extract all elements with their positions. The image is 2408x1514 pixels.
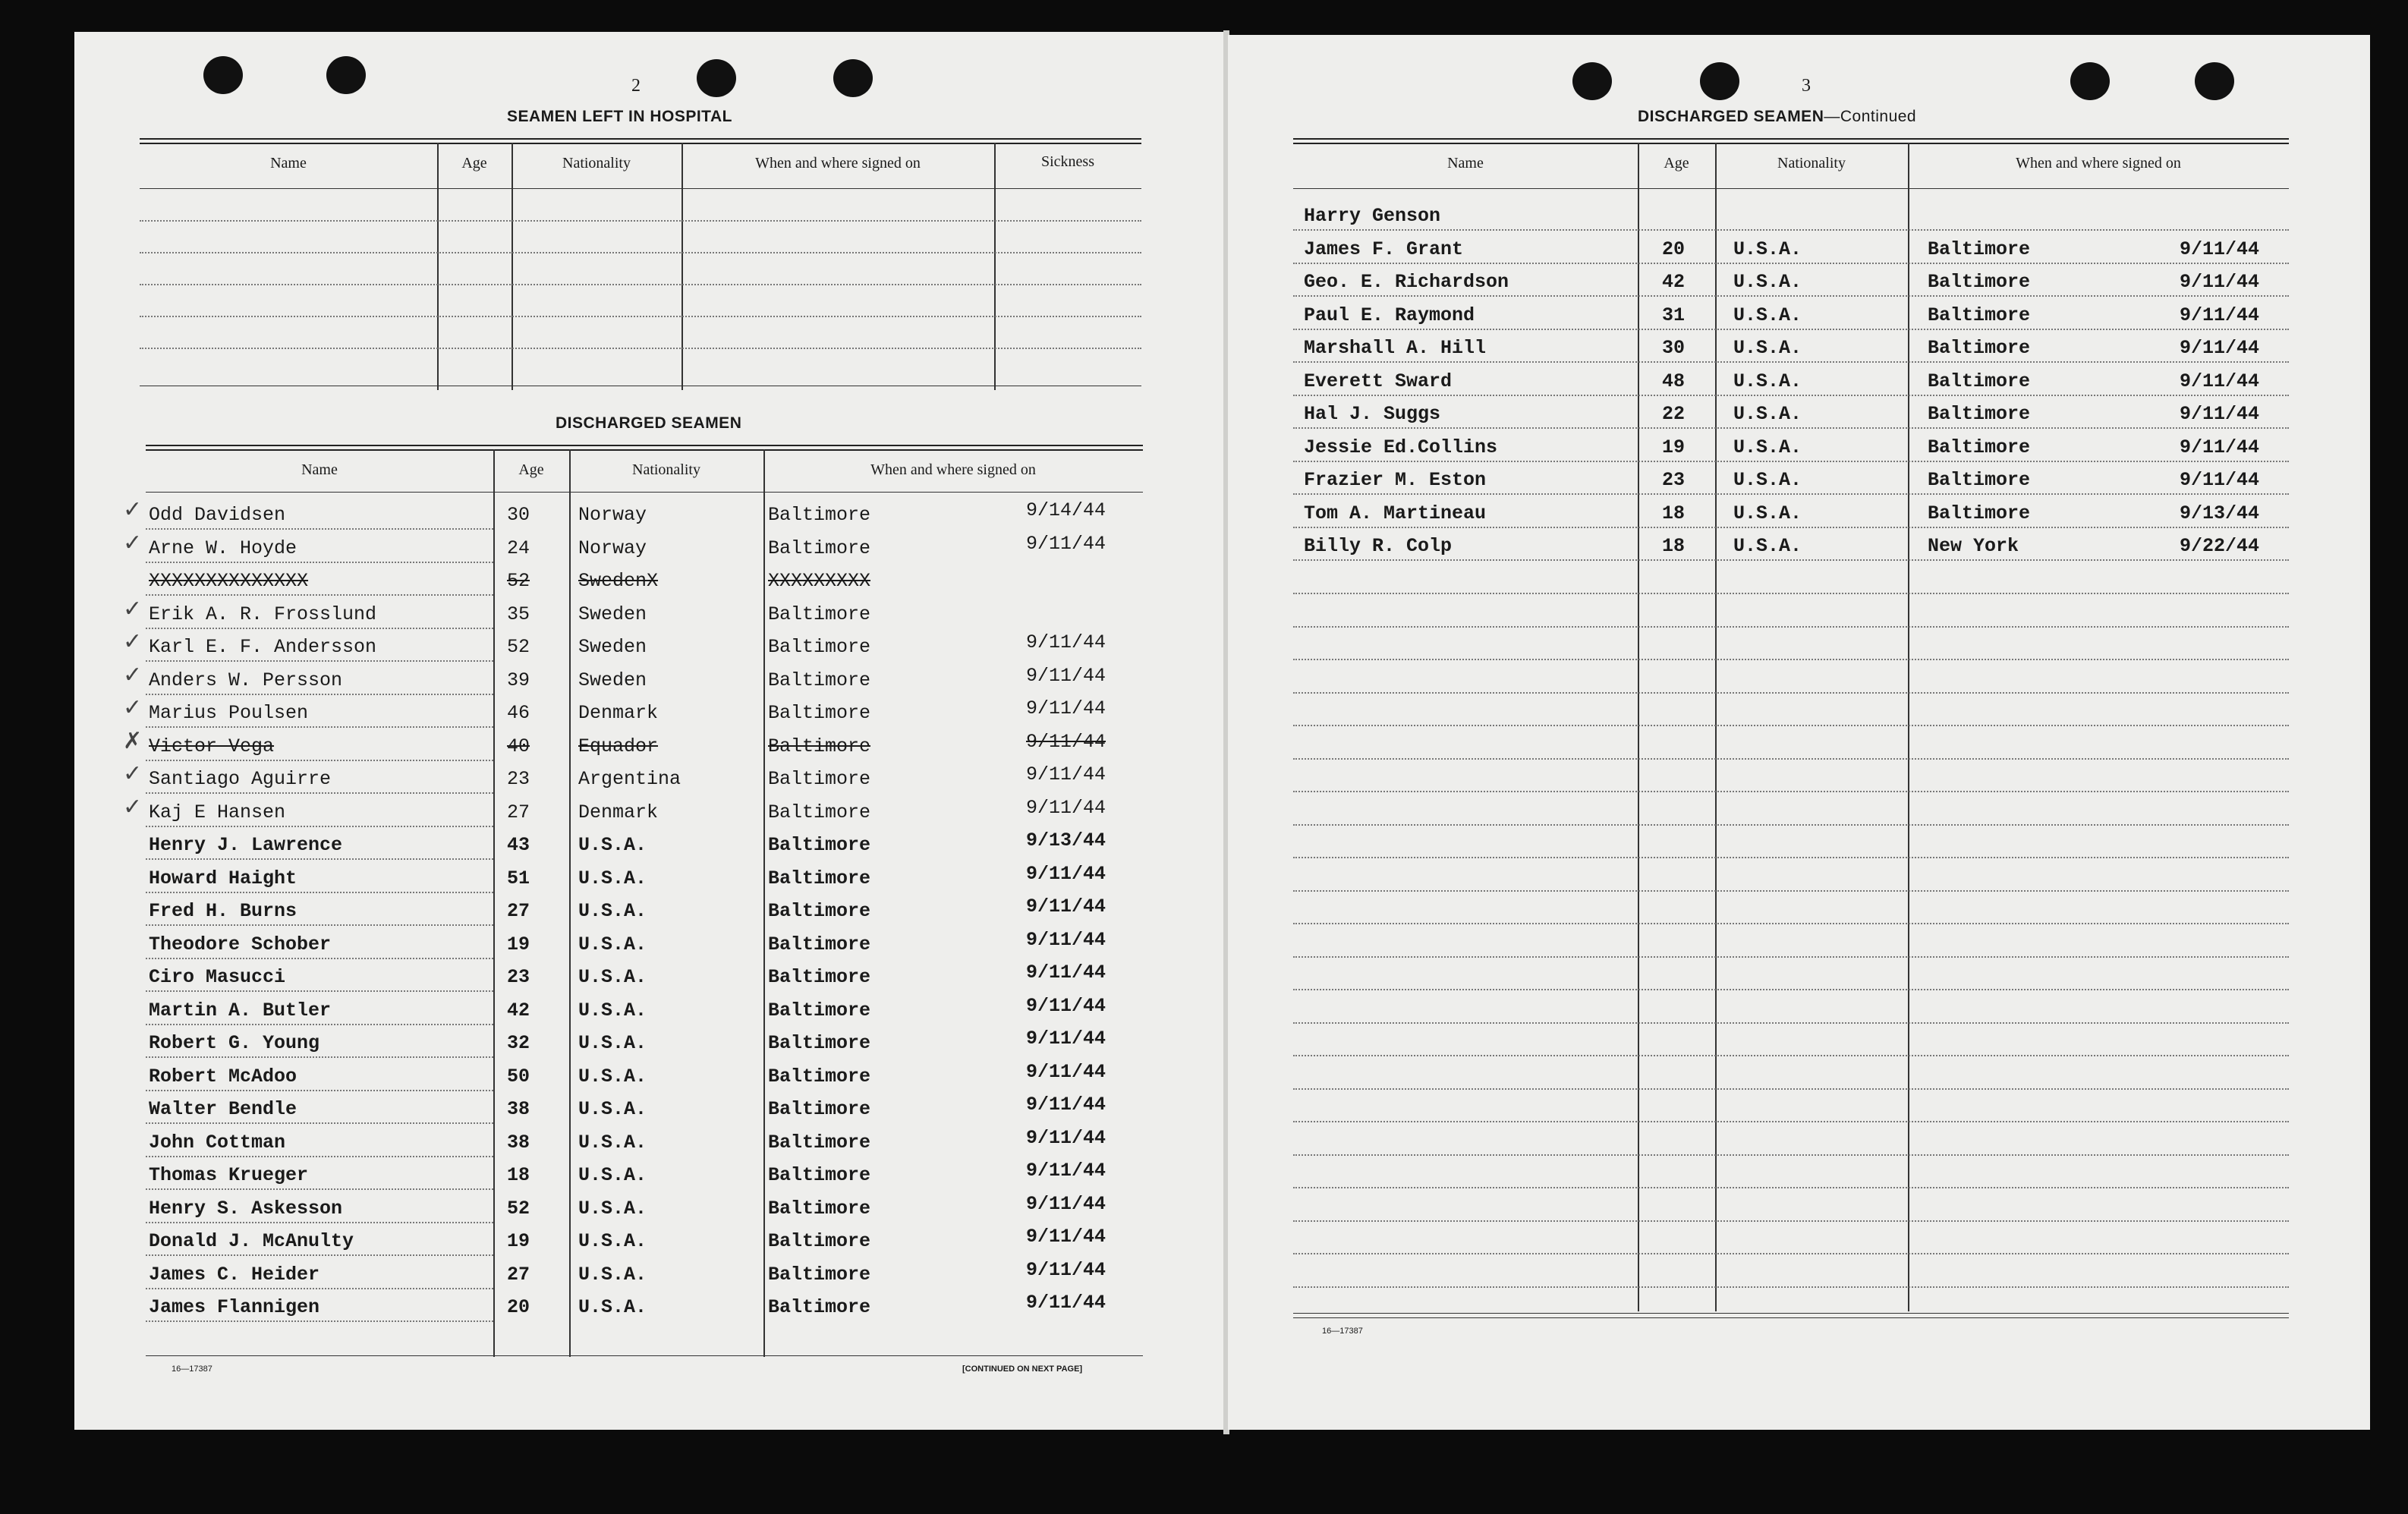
- blank-row-line: [1293, 659, 2289, 660]
- column-header: Nationality: [1777, 155, 1846, 172]
- seaman-name: James F. Grant: [1304, 238, 1464, 260]
- signed-on-date: 9/11/44: [1026, 863, 1106, 885]
- signed-on-date: 9/11/44: [1026, 1292, 1106, 1314]
- column-header: Nationality: [632, 461, 700, 478]
- seaman-nationality: Argentina: [578, 768, 681, 790]
- seaman-name: Robert McAdoo: [149, 1065, 297, 1087]
- signed-on-place: Baltimore: [768, 735, 871, 757]
- discharged-continued-title: [1638, 108, 1916, 126]
- signed-on-place: Baltimore: [768, 1132, 871, 1154]
- signed-on-date: 9/11/44: [1026, 995, 1106, 1017]
- punch-hole: [1572, 62, 1612, 100]
- row-line: [1293, 361, 2289, 363]
- seaman-nationality: U.S.A.: [1733, 337, 1802, 359]
- punch-hole: [833, 59, 873, 97]
- punch-hole: [326, 56, 366, 94]
- seaman-name: Henry J. Lawrence: [149, 834, 343, 856]
- seaman-nationality: U.S.A.: [578, 1132, 647, 1154]
- signed-on-date: 9/11/44: [1026, 962, 1106, 984]
- signed-on-date: 9/11/44: [2180, 304, 2260, 326]
- seaman-nationality: U.S.A.: [578, 867, 647, 889]
- seaman-nationality: U.S.A.: [578, 1264, 647, 1286]
- signed-on-place: Baltimore: [1928, 271, 2031, 293]
- seaman-name: Geo. E. Richardson: [1304, 271, 1509, 293]
- signed-on-place: Baltimore: [768, 999, 871, 1021]
- column-header: Sickness: [1041, 153, 1094, 170]
- seaman-age: 46: [507, 702, 530, 724]
- row-line: [146, 1056, 493, 1058]
- row-line: [146, 1122, 493, 1124]
- seaman-age: 51: [507, 867, 530, 889]
- seaman-age: 22: [1662, 403, 1686, 425]
- column-header: Nationality: [562, 155, 631, 172]
- seaman-nationality: U.S.A.: [1733, 271, 1802, 293]
- row-line: [146, 858, 493, 860]
- signed-on-date: 9/11/44: [2180, 337, 2260, 359]
- signed-on-date: 9/11/44: [1026, 1160, 1106, 1182]
- title-bold: DISCHARGED SEAMEN: [1638, 108, 1824, 125]
- punch-hole: [2070, 62, 2110, 100]
- seaman-age: 48: [1662, 370, 1686, 392]
- signed-on-place: XXXXXXXXX: [768, 570, 871, 592]
- row-line: [146, 562, 493, 563]
- seaman-nationality: U.S.A.: [578, 1098, 647, 1120]
- blank-row-line: [1293, 857, 2289, 858]
- row-line: [146, 1320, 493, 1322]
- row-line: [1293, 559, 2289, 561]
- row-line: [146, 1090, 493, 1091]
- seaman-nationality: U.S.A.: [1733, 502, 1802, 524]
- check-mark: ✗: [123, 728, 143, 754]
- seaman-nationality: U.S.A.: [1733, 535, 1802, 557]
- seaman-name: Kaj E Hansen: [149, 801, 286, 823]
- seaman-name: Harry Genson: [1304, 205, 1441, 227]
- seaman-name: Frazier M. Eston: [1304, 469, 1487, 491]
- seaman-nationality: U.S.A.: [1733, 469, 1802, 491]
- blank-row-line: [1293, 923, 2289, 924]
- seaman-name: Jessie Ed.Collins: [1304, 436, 1498, 458]
- punch-hole: [203, 56, 243, 94]
- row-line: [146, 1156, 493, 1157]
- signed-on-place: Baltimore: [768, 1264, 871, 1286]
- signed-on-place: Baltimore: [768, 1032, 871, 1054]
- row-line: [1293, 461, 2289, 462]
- check-mark: ✓: [123, 662, 143, 688]
- row-line: [146, 694, 493, 695]
- signed-on-date: 9/11/44: [2180, 370, 2260, 392]
- signed-on-date: 9/11/44: [1026, 797, 1106, 819]
- signed-on-place: Baltimore: [768, 1230, 871, 1252]
- page-number: 3: [1802, 76, 1811, 96]
- seaman-name: Ciro Masucci: [149, 966, 286, 988]
- seaman-name: Hal J. Suggs: [1304, 403, 1441, 425]
- seaman-age: 43: [507, 834, 530, 856]
- signed-on-date: 9/11/44: [2180, 436, 2260, 458]
- column-header: Age: [1664, 155, 1689, 172]
- row-line: [146, 528, 493, 530]
- row-line: [1293, 493, 2289, 495]
- seaman-nationality: Sweden: [578, 636, 647, 658]
- seaman-nationality: SwedenX: [578, 570, 659, 592]
- row-line: [146, 1288, 493, 1289]
- signed-on-date: 9/11/44: [1026, 665, 1106, 687]
- signed-on-date: 9/11/44: [2180, 403, 2260, 425]
- signed-on-place: Baltimore: [768, 636, 871, 658]
- seaman-nationality: U.S.A.: [578, 1032, 647, 1054]
- seaman-name: Everett Sward: [1304, 370, 1453, 392]
- signed-on-date: 9/13/44: [2180, 502, 2260, 524]
- seaman-age: 19: [1662, 436, 1686, 458]
- punch-hole: [1700, 62, 1739, 100]
- seaman-nationality: Norway: [578, 504, 647, 526]
- blank-row-line: [1293, 1220, 2289, 1222]
- blank-row-line: [1293, 1022, 2289, 1024]
- seaman-age: 30: [1662, 337, 1686, 359]
- check-mark: ✓: [123, 628, 143, 655]
- blank-row-line: [1293, 1088, 2289, 1090]
- seaman-name: Arne W. Hoyde: [149, 537, 297, 559]
- blank-row-line: [1293, 593, 2289, 594]
- hospital-title: SEAMEN LEFT IN HOSPITAL: [507, 108, 732, 125]
- seaman-nationality: U.S.A.: [578, 1198, 647, 1220]
- row-line: [146, 792, 493, 794]
- row-line: [146, 594, 493, 596]
- column-header: Age: [518, 461, 544, 478]
- column-header: When and where signed on: [870, 461, 1036, 478]
- seaman-name: Paul E. Raymond: [1304, 304, 1475, 326]
- seaman-age: 42: [1662, 271, 1686, 293]
- seaman-name: Tom A. Martineau: [1304, 502, 1487, 524]
- blank-row-line: [1293, 1055, 2289, 1056]
- seaman-name: John Cottman: [149, 1132, 286, 1154]
- seaman-name: Billy R. Colp: [1304, 535, 1453, 557]
- signed-on-date: 9/11/44: [1026, 1127, 1106, 1149]
- signed-on-place: Baltimore: [768, 768, 871, 790]
- signed-on-place: Baltimore: [768, 669, 871, 691]
- signed-on-place: Baltimore: [768, 1098, 871, 1120]
- check-mark: ✓: [123, 496, 143, 523]
- continued-note: [CONTINUED ON NEXT PAGE]: [962, 1364, 1083, 1374]
- seaman-age: 20: [507, 1296, 530, 1318]
- signed-on-place: Baltimore: [1928, 436, 2031, 458]
- seaman-age: 38: [507, 1132, 530, 1154]
- seaman-nationality: Equador: [578, 735, 659, 757]
- seaman-age: 39: [507, 669, 530, 691]
- signed-on-date: 9/22/44: [2180, 535, 2260, 557]
- seaman-name: James Flannigen: [149, 1296, 320, 1318]
- seaman-name: Karl E. F. Andersson: [149, 636, 377, 658]
- seaman-age: 20: [1662, 238, 1686, 260]
- signed-on-date: 9/11/44: [1026, 1226, 1106, 1248]
- seaman-age: 31: [1662, 304, 1686, 326]
- seaman-nationality: U.S.A.: [578, 999, 647, 1021]
- row-line: [146, 1024, 493, 1025]
- seaman-nationality: Denmark: [578, 801, 659, 823]
- row-line: [146, 892, 493, 893]
- seaman-age: 18: [1662, 535, 1686, 557]
- seaman-nationality: U.S.A.: [578, 1230, 647, 1252]
- signed-on-place: Baltimore: [768, 801, 871, 823]
- seaman-nationality: U.S.A.: [578, 834, 647, 856]
- blank-row-line: [1293, 725, 2289, 726]
- signed-on-date: 9/11/44: [1026, 1259, 1106, 1281]
- column-header: Name: [301, 461, 338, 478]
- column-header: When and where signed on: [2016, 155, 2181, 172]
- row-line: [1293, 263, 2289, 264]
- seaman-age: 27: [507, 900, 530, 922]
- signed-on-place: Baltimore: [1928, 304, 2031, 326]
- signed-on-date: 9/11/44: [1026, 731, 1106, 753]
- row-line: [146, 660, 493, 662]
- signed-on-date: 9/11/44: [2180, 238, 2260, 260]
- blank-row-line: [1293, 1253, 2289, 1254]
- seaman-nationality: U.S.A.: [578, 933, 647, 955]
- signed-on-place: Baltimore: [768, 1065, 871, 1087]
- seaman-age: 52: [507, 1198, 530, 1220]
- signed-on-place: Baltimore: [1928, 238, 2031, 260]
- seaman-name: Erik A. R. Frosslund: [149, 603, 377, 625]
- signed-on-date: 9/11/44: [1026, 763, 1106, 785]
- blank-row-line: [1293, 1154, 2289, 1156]
- seaman-nationality: U.S.A.: [1733, 238, 1802, 260]
- right-page: [1228, 35, 2370, 1430]
- signed-on-date: 9/11/44: [1026, 1094, 1106, 1116]
- seaman-name: Santiago Aguirre: [149, 768, 332, 790]
- seaman-nationality: U.S.A.: [578, 900, 647, 922]
- signed-on-date: 9/11/44: [2180, 469, 2260, 491]
- punch-hole: [697, 59, 736, 97]
- signed-on-place: Baltimore: [768, 966, 871, 988]
- signed-on-place: Baltimore: [768, 933, 871, 955]
- signed-on-date: 9/11/44: [1026, 697, 1106, 719]
- row-line: [146, 1222, 493, 1223]
- signed-on-place: Baltimore: [1928, 370, 2031, 392]
- blank-row-line: [1293, 791, 2289, 792]
- seaman-name: Henry S. Askesson: [149, 1198, 343, 1220]
- seaman-age: 38: [507, 1098, 530, 1120]
- signed-on-place: New York: [1928, 535, 2019, 557]
- seaman-name: Donald J. McAnulty: [149, 1230, 354, 1252]
- blank-row-line: [1293, 626, 2289, 628]
- column-header: Age: [461, 155, 487, 172]
- seaman-nationality: Denmark: [578, 702, 659, 724]
- signed-on-place: Baltimore: [768, 867, 871, 889]
- seaman-age: 18: [1662, 502, 1686, 524]
- seaman-nationality: Sweden: [578, 669, 647, 691]
- row-line: [1293, 527, 2289, 528]
- row-line: [146, 726, 493, 728]
- signed-on-place: Baltimore: [1928, 469, 2031, 491]
- column-header: Name: [270, 155, 307, 172]
- check-mark: ✓: [123, 794, 143, 820]
- seaman-nationality: U.S.A.: [1733, 304, 1802, 326]
- seaman-name: Theodore Schober: [149, 933, 332, 955]
- signed-on-date: 9/14/44: [1026, 499, 1106, 521]
- form-number: 16—17387: [1322, 1327, 1363, 1336]
- punch-hole: [2195, 62, 2234, 100]
- seaman-age: 24: [507, 537, 530, 559]
- seaman-age: 18: [507, 1164, 530, 1186]
- seaman-age: 35: [507, 603, 530, 625]
- seaman-age: 27: [507, 801, 530, 823]
- signed-on-place: Baltimore: [768, 603, 871, 625]
- seaman-name: Odd Davidsen: [149, 504, 286, 526]
- seaman-age: 23: [1662, 469, 1686, 491]
- signed-on-date: 9/11/44: [1026, 631, 1106, 653]
- seaman-age: 23: [507, 768, 530, 790]
- seaman-age: 40: [507, 735, 530, 757]
- signed-on-place: Baltimore: [1928, 502, 2031, 524]
- blank-row-line: [1293, 692, 2289, 694]
- seaman-name: Martin A. Butler: [149, 999, 332, 1021]
- blank-row-line: [1293, 956, 2289, 958]
- signed-on-place: Baltimore: [768, 900, 871, 922]
- check-mark: ✓: [123, 596, 143, 622]
- seaman-name: Victor Vega: [149, 735, 275, 757]
- title-continued: —Continued: [1824, 108, 1917, 125]
- blank-row-line: [1293, 1286, 2289, 1288]
- discharged-title: DISCHARGED SEAMEN: [556, 414, 742, 432]
- signed-on-date: 9/11/44: [1026, 1028, 1106, 1050]
- column-header: Name: [1447, 155, 1484, 172]
- signed-on-place: Baltimore: [768, 537, 871, 559]
- seaman-nationality: U.S.A.: [1733, 436, 1802, 458]
- blank-row-line: [1293, 890, 2289, 892]
- row-line: [146, 958, 493, 959]
- seaman-age: 52: [507, 570, 530, 592]
- form-number: 16—17387: [172, 1364, 212, 1374]
- signed-on-place: Baltimore: [768, 1296, 871, 1318]
- signed-on-date: 9/11/44: [1026, 895, 1106, 918]
- seaman-age: 30: [507, 504, 530, 526]
- seaman-name: Marshall A. Hill: [1304, 337, 1487, 359]
- row-line: [1293, 427, 2289, 429]
- signed-on-place: Baltimore: [1928, 337, 2031, 359]
- seaman-age: 52: [507, 636, 530, 658]
- seaman-name: James C. Heider: [149, 1264, 320, 1286]
- row-line: [146, 1254, 493, 1256]
- seaman-nationality: U.S.A.: [578, 1164, 647, 1186]
- blank-row-line: [1293, 989, 2289, 990]
- row-line: [1293, 395, 2289, 396]
- row-line: [146, 1188, 493, 1190]
- signed-on-place: Baltimore: [768, 1164, 871, 1186]
- row-line: [1293, 295, 2289, 297]
- signed-on-date: 9/13/44: [1026, 829, 1106, 851]
- row-line: [146, 628, 493, 629]
- seaman-age: 19: [507, 933, 530, 955]
- blank-row-line: [1293, 1121, 2289, 1122]
- seaman-nationality: U.S.A.: [578, 1296, 647, 1318]
- seaman-name: Robert G. Young: [149, 1032, 320, 1054]
- blank-row-line: [1293, 1187, 2289, 1188]
- signed-on-place: Baltimore: [1928, 403, 2031, 425]
- row-line: [1293, 229, 2289, 231]
- signed-on-place: Baltimore: [768, 504, 871, 526]
- blank-row-line: [1293, 824, 2289, 826]
- column-header: When and where signed on: [755, 155, 921, 172]
- seaman-name: XXXXXXXXXXXXXX: [149, 570, 309, 592]
- seaman-nationality: U.S.A.: [1733, 403, 1802, 425]
- seaman-age: 27: [507, 1264, 530, 1286]
- signed-on-date: 9/11/44: [1026, 533, 1106, 555]
- seaman-nationality: U.S.A.: [1733, 370, 1802, 392]
- row-line: [146, 826, 493, 827]
- row-line: [146, 990, 493, 992]
- seaman-name: Howard Haight: [149, 867, 297, 889]
- blank-row-line: [1293, 758, 2289, 760]
- row-line: [146, 760, 493, 761]
- seaman-age: 23: [507, 966, 530, 988]
- signed-on-date: 9/11/44: [1026, 1193, 1106, 1215]
- seaman-nationality: U.S.A.: [578, 966, 647, 988]
- row-line: [146, 924, 493, 926]
- seaman-age: 32: [507, 1032, 530, 1054]
- page-number: 2: [631, 76, 641, 96]
- signed-on-place: Baltimore: [768, 702, 871, 724]
- check-mark: ✓: [123, 530, 143, 556]
- seaman-name: Anders W. Persson: [149, 669, 343, 691]
- check-mark: ✓: [123, 760, 143, 787]
- signed-on-date: 9/11/44: [1026, 929, 1106, 951]
- row-line: [1293, 329, 2289, 330]
- seaman-age: 42: [507, 999, 530, 1021]
- seaman-name: Marius Poulsen: [149, 702, 309, 724]
- check-mark: ✓: [123, 694, 143, 721]
- signed-on-date: 9/11/44: [2180, 271, 2260, 293]
- seaman-name: Walter Bendle: [149, 1098, 297, 1120]
- seaman-nationality: Norway: [578, 537, 647, 559]
- signed-on-date: 9/11/44: [1026, 1061, 1106, 1083]
- seaman-age: 50: [507, 1065, 530, 1087]
- seaman-name: Thomas Krueger: [149, 1164, 309, 1186]
- signed-on-place: Baltimore: [768, 834, 871, 856]
- left-page: [74, 32, 1228, 1430]
- seaman-age: 19: [507, 1230, 530, 1252]
- seaman-nationality: Sweden: [578, 603, 647, 625]
- signed-on-place: Baltimore: [768, 1198, 871, 1220]
- seaman-name: Fred H. Burns: [149, 900, 297, 922]
- seaman-nationality: U.S.A.: [578, 1065, 647, 1087]
